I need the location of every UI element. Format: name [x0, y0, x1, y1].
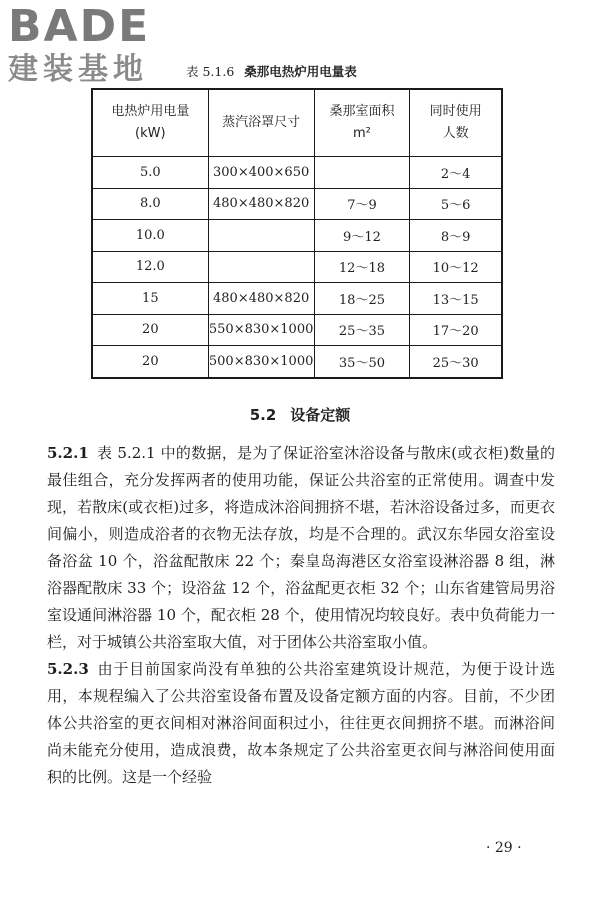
paragraph — [47, 440, 555, 656]
section-title: 设备定额 — [290, 406, 351, 424]
header-steam-hood-size: 蒸汽浴罩尺寸 — [208, 89, 314, 157]
cell-hood-size: 550×830×1000 — [208, 314, 314, 346]
cell-hood-size: 480×480×820 — [208, 283, 314, 315]
page-number: · 29 · — [486, 840, 522, 856]
table-row — [92, 346, 502, 378]
table-row — [92, 188, 502, 220]
cell-area: 35～50 — [314, 346, 410, 378]
header-concurrent-users: 同时使用 人数 — [410, 89, 502, 157]
power-consumption-table — [91, 88, 503, 379]
cell-users: 10～12 — [410, 251, 502, 283]
header-power: 电热炉用电量 (kW) — [92, 89, 208, 157]
logo-wordmark: BADE — [8, 1, 151, 52]
cell-power: 20 — [92, 346, 208, 378]
table-row — [92, 283, 502, 315]
table-row — [92, 157, 502, 189]
header-sauna-area: 桑那室面积 m² — [314, 89, 410, 157]
table-title: 桑那电热炉用电量表 — [244, 64, 357, 79]
cell-power: 12.0 — [92, 251, 208, 283]
table-caption — [186, 62, 357, 80]
section-number: 5.2 — [249, 406, 277, 424]
table-row — [92, 314, 502, 346]
cell-users: 13～15 — [410, 283, 502, 315]
cell-power: 20 — [92, 314, 208, 346]
cell-hood-size — [208, 220, 314, 252]
cell-users: 8～9 — [410, 220, 502, 252]
paragraph — [47, 656, 555, 791]
cell-users: 2～4 — [410, 157, 502, 189]
table-number: 表 5.1.6 — [186, 64, 235, 79]
cell-users: 5～6 — [410, 188, 502, 220]
cell-area: 12～18 — [314, 251, 410, 283]
clause-number: 5.2.3 — [47, 660, 89, 678]
cell-hood-size: 500×830×1000 — [208, 346, 314, 378]
cell-power: 8.0 — [92, 188, 208, 220]
cell-area: 9～12 — [314, 220, 410, 252]
cell-hood-size: 480×480×820 — [208, 188, 314, 220]
cell-area — [314, 157, 410, 189]
cell-users: 17～20 — [410, 314, 502, 346]
clause-number: 5.2.1 — [47, 444, 89, 462]
table-header-row — [92, 89, 502, 157]
logo-subtitle: 建装基地 — [8, 52, 148, 87]
cell-power: 10.0 — [92, 220, 208, 252]
table-row — [92, 251, 502, 283]
brand-logo — [8, 1, 183, 94]
cell-power: 5.0 — [92, 157, 208, 189]
cell-hood-size: 300×400×650 — [208, 157, 314, 189]
cell-area: 25～35 — [314, 314, 410, 346]
cell-hood-size — [208, 251, 314, 283]
paragraph-text: 表 5.2.1 中的数据，是为了保证浴室沐浴设备与散床(或衣柜)数量的最佳组合，充分发挥两者的使用功能，保证公共浴室的正常使用。调查中发现，若散床(或衣柜)过多，将造成沐浴间拥挤不堪，若沐浴设备过多，而更衣间偏小，则造成浴者的衣物无法存放，均是不合理的。武汉东华园女浴室设备浴盆 10 个，浴盆配散床 22 个；秦皇岛海港区女浴室设淋浴器 8 组，淋浴器配散床 33 个；设浴盆 12 个，浴盆配更衣柜 32 个；山东省建管局男浴室设通间淋浴器 10 个，配衣柜 28 个，使用情况均较良好。表中负荷能力一栏，对于城镇公共浴室取大值，对于团体公共浴室取小值。 — [47, 444, 555, 651]
cell-area: 18～25 — [314, 283, 410, 315]
paragraph-text: 由于目前国家尚没有单独的公共浴室建筑设计规范，为便于设计选用，本规程编入了公共浴室设备布置及设备定额方面的内容。目前，不少团体公共浴室的更衣间相对淋浴间面积过小，往往更衣间拥挤不堪。而淋浴间尚未能充分使用，造成浪费，故本条规定了公共浴室更衣间与淋浴间使用面积的比例。这是一个经验 — [47, 660, 555, 786]
section-heading — [0, 404, 600, 425]
cell-power: 15 — [92, 283, 208, 315]
body-text — [47, 440, 555, 791]
cell-users: 25～30 — [410, 346, 502, 378]
cell-area: 7～9 — [314, 188, 410, 220]
table-row — [92, 220, 502, 252]
